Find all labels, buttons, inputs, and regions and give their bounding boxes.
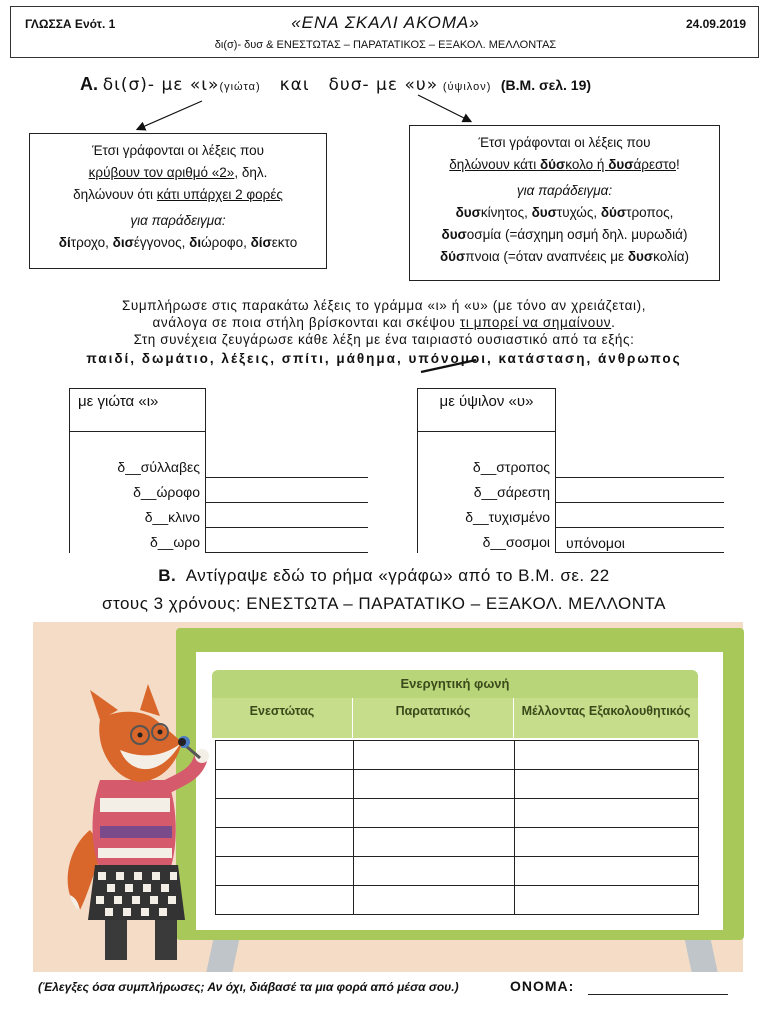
word-ypsilon-3: δ__τυχισμένο [465, 509, 550, 525]
verb-table-column-headers [212, 698, 698, 738]
table-row [216, 741, 699, 770]
dys-rule-line2: δηλώνουν κάτι δύσκολο ή δυσάρεστο! [449, 157, 680, 172]
table-cell[interactable] [216, 828, 354, 857]
fox-ear-right [140, 684, 160, 716]
column-imperfect: Παρατατικός [353, 698, 514, 738]
di-rule-line1: Έτσι γράφονται οι λέξεις που [91, 143, 265, 158]
table-row [216, 857, 699, 886]
instruction-line3: Στη συνέχεια ζευγάρωσε κάθε λέξη με ένα ταιριαστό ουσιαστικό από τα εξής: [133, 332, 635, 347]
section-a-and: και [279, 75, 310, 95]
date-label: 24.09.2019 [685, 17, 746, 31]
answer-line-iota-4[interactable] [206, 535, 368, 553]
answer-line-iota-1[interactable] [206, 460, 368, 478]
worksheet-title: «ΕΝΑ ΣΚΑΛΙ ΑΚΟΜΑ» [291, 13, 480, 32]
table-cell[interactable] [515, 770, 699, 799]
table-row [216, 828, 699, 857]
footer-hint: (Έλεγξες όσα συμπλήρωσες; Αν όχι, διάβασέ τα μια φορά από μέσα σου.) [38, 980, 459, 994]
section-a-ref: (Β.Μ. σελ. 19) [500, 77, 592, 93]
struck-word: υπόνομοι [408, 351, 487, 366]
table-row [216, 799, 699, 828]
fox-head [99, 712, 182, 782]
fox-boot-left [105, 920, 127, 960]
dys-rule-line1: Έτσι γράφονται οι λέξεις που [478, 135, 651, 150]
fox-teacher-illustration [60, 680, 220, 970]
instruction-line2: ανάλογα σε ποια στήλη βρίσκονται και σκέψου τι μπορεί να σημαίνουν. [152, 315, 616, 330]
word-ypsilon-2: δ__σάρεστη [473, 484, 550, 500]
di-rule-line3: δηλώνουν ότι κάτι υπάρχει 2 φορές [73, 187, 283, 202]
word-iota-4: δ__ωρο [149, 534, 200, 550]
di-rule-line2: κρύβουν τον αριθμό «2», δηλ. [88, 165, 268, 180]
dys-example-label: για παράδειγμα: [516, 183, 613, 198]
name-field[interactable] [588, 994, 728, 995]
section-a-part2-small: (ύψιλον) [442, 81, 492, 93]
table-cell[interactable] [515, 741, 699, 770]
table-cell[interactable] [354, 886, 515, 915]
di-example-label: για παράδειγμα: [130, 213, 226, 228]
section-a-letter: Α. [80, 74, 98, 94]
word-ypsilon-1: δ__στροπος [472, 459, 550, 475]
table-cell[interactable] [354, 799, 515, 828]
worksheet-subtitle: δι(σ)- δυσ & ΕΝΕΣΤΩΤΑΣ – ΠΑΡΑΤΑΤΙΚΟΣ – ΕΞΑΚΟΛ. ΜΕΛΛΟΝΤΑΣ [214, 39, 557, 51]
table-cell[interactable] [354, 857, 515, 886]
name-label: ΟΝΟΜΑ: [510, 978, 575, 994]
dys-examples-row3: δύσπνοια (=όταν αναπνέεις με δυσκολία) [440, 249, 689, 264]
table-cell[interactable] [354, 770, 515, 799]
word-iota-3: δ__κλινο [144, 509, 200, 525]
subject-label: ΓΛΩΣΣΑ Ενότ. 1 [25, 17, 116, 31]
answer-line-iota-2[interactable] [206, 485, 368, 503]
arrow-right [418, 95, 470, 121]
table-cell[interactable] [216, 799, 354, 828]
table-row [216, 770, 699, 799]
noun-list: παιδί, δωμάτιο, λέξεις, σπίτι, μάθημα, υπόνομοι, κατάσταση, άνθρωπος [86, 351, 682, 366]
dys-examples-row2: δυσοσμία (=άσχημη οσμή δηλ. μυρωδιά) [441, 227, 688, 242]
word-ypsilon-4: δ__σοσμοι [482, 534, 550, 550]
fox-boot-right [155, 920, 177, 960]
fill-column-ypsilon-header: με ύψιλον «υ» [418, 389, 555, 432]
table-cell[interactable] [515, 799, 699, 828]
section-b-line2: στους 3 χρόνους: ΕΝΕΣΤΩΤΑ – ΠΑΡΑΤΑΤΙΚΟ – ΕΞΑΚΟΛ. ΜΕΛΛΟΝΤΑ [101, 594, 667, 613]
section-a-part1-small: (γιώτα) [219, 81, 261, 93]
answer-line-ypsilon-4[interactable]: υπόνομοι [556, 535, 724, 553]
table-cell[interactable] [354, 828, 515, 857]
table-cell[interactable] [216, 770, 354, 799]
answer-line-ypsilon-2[interactable] [556, 485, 724, 503]
table-cell[interactable] [354, 741, 515, 770]
arrow-left [138, 101, 202, 129]
section-b-line1: Β. Αντίγραψε εδώ το ρήμα «γράφω» από το Β.Μ. σε. 22 [158, 566, 610, 585]
di-examples: δίτροχο, δισέγγονος, διώροφο, δίσεκτο [58, 235, 298, 250]
table-row [216, 886, 699, 915]
table-cell[interactable] [515, 886, 699, 915]
word-iota-1: δ__σύλλαβες [117, 459, 200, 475]
dys-examples-row1: δυσκίνητος, δυστυχώς, δύστροπος, [455, 205, 674, 220]
table-cell[interactable] [216, 857, 354, 886]
dys-rule-box [409, 125, 720, 281]
fill-column-iota-header: με γιώτα «ι» [70, 389, 205, 432]
instruction-line1: Συμπλήρωσε στις παρακάτω λέξεις το γράμμα «ι» ή «υ» (με τόνο αν χρειάζεται), [121, 298, 647, 313]
table-cell[interactable] [216, 741, 354, 770]
table-cell[interactable] [216, 886, 354, 915]
answer-line-ypsilon-3[interactable] [556, 510, 724, 528]
verb-table-grid [215, 740, 699, 915]
column-future-continuous: Μέλλοντας Εξακολουθητικός [521, 704, 691, 718]
section-a-part1: δι(σ)- με «ι» [102, 75, 220, 95]
column-present: Ενεστώτας [212, 698, 353, 738]
section-a-part2: δυσ- με «υ» [328, 75, 439, 95]
fox-nose [178, 738, 186, 746]
verb-table [212, 670, 700, 916]
answer-line-ypsilon-1[interactable] [556, 460, 724, 478]
di-rule-box [29, 133, 327, 269]
answer-line-iota-3[interactable] [206, 510, 368, 528]
verb-table-title: Ενεργητική φωνή [212, 670, 698, 698]
table-cell[interactable] [515, 857, 699, 886]
word-iota-2: δ__ώροφο [133, 484, 200, 500]
table-cell[interactable] [515, 828, 699, 857]
